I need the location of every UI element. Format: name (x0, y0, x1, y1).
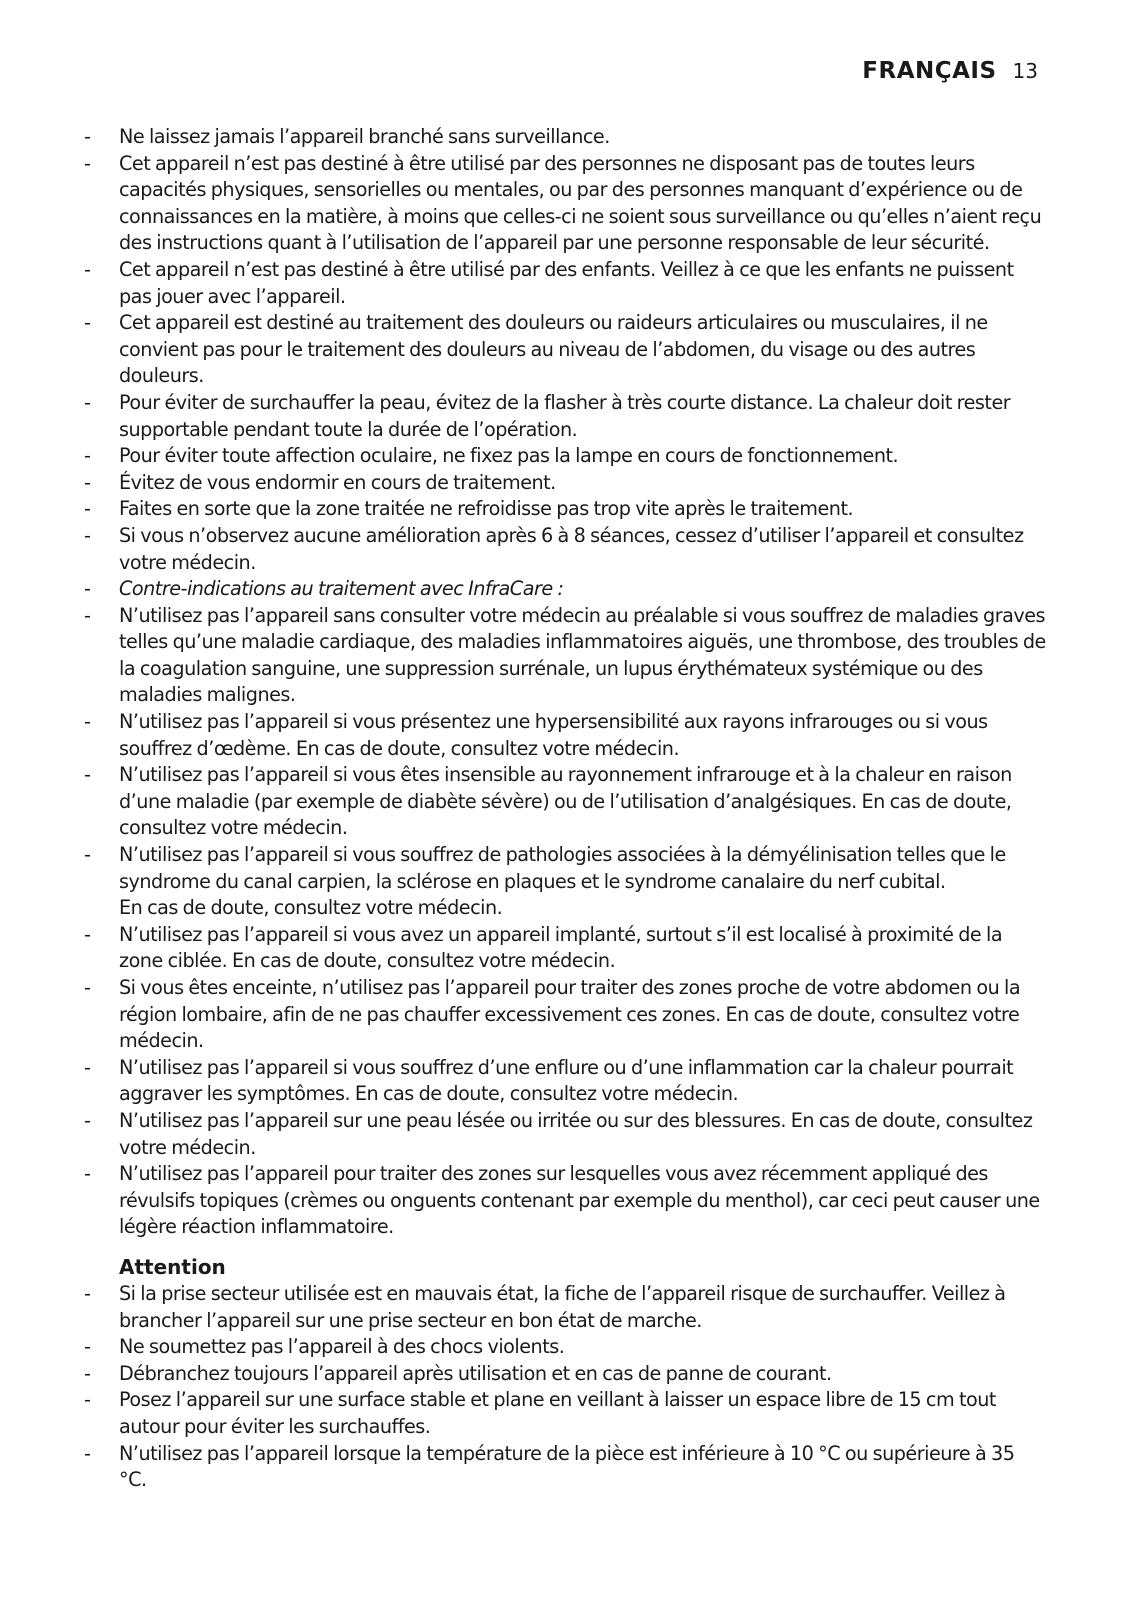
list-item-text: N’utilisez pas l’appareil si vous êtes insensible au rayonnement infrarouge et à la chaleur en raison d’une maladie (par exemple de diabète sévère) ou de l’utilisation d’analgésiques. En cas de doute, consultez votre médecin. (119, 763, 1012, 840)
bullet-dash: - (84, 1335, 91, 1359)
bullet-dash: - (84, 311, 91, 335)
bullet-dash: - (84, 922, 91, 946)
bullet-dash: - (84, 1441, 91, 1465)
list-item-text: Faites en sorte que la zone traitée ne refroidisse pas trop vite après le traitement. (119, 497, 854, 521)
list-item (84, 151, 1046, 257)
list-item-text: Cet appareil n’est pas destiné à être utilisé par des personnes ne disposant pas de toutes leurs capacités physiques, sensorielles ou mentales, ou par des personnes manquant d’expérience ou de connaissances en la matière, à moins que celles-ci ne soient sous surveillance ou qu’elles n’aient reçu des instructions quant à l’utilisation de l’appareil par une personne responsable de leur sécurité. (119, 151, 1042, 255)
bullet-dash: - (84, 603, 91, 627)
list-item (84, 762, 1046, 842)
bullet-dash: - (84, 523, 91, 547)
list-item (84, 496, 1046, 523)
bullet-dash: - (84, 151, 91, 175)
bullet-dash: - (84, 125, 91, 148)
attention-list (84, 1281, 1046, 1494)
list-item-text: Pour éviter de surchauffer la peau, évitez de la flasher à très courte distance. La chaleur doit rester supportable pendant toute la durée de l’opération. (119, 390, 1011, 441)
list-item-text: Posez l’appareil sur une surface stable et plane en veillant à laisser un espace libre de 15 cm tout autour pour éviter les surchauffes. (119, 1388, 996, 1438)
bullet-dash: - (84, 1055, 91, 1079)
list-item-text: Ne laissez jamais l’appareil branché sans surveillance. (119, 125, 610, 148)
bullet-dash: - (84, 1388, 91, 1412)
list-item-text: N’utilisez pas l’appareil sans consulter votre médecin au préalable si vous souffrez de maladies graves telles qu’une maladie cardiaque, des maladies inflammatoires aiguës, une thrombose, des troubles de la coagulation sanguine, une suppression surrénale, un lupus érythémateux systémique ou des maladies malignes. (119, 603, 1046, 707)
list-item (84, 257, 1046, 310)
list-item (84, 922, 1046, 975)
page-number: 13 (1012, 59, 1038, 83)
list-item-text: Si vous êtes enceinte, n’utilisez pas l’appareil pour traiter des zones proche de votre abdomen ou la région lombaire, afin de ne pas chauffer excessivement ces zones. En cas de doute, consultez votre médecin. (119, 976, 1021, 1053)
bullet-dash: - (84, 1281, 91, 1305)
bullet-dash: - (84, 763, 91, 787)
bullet-dash: - (84, 257, 91, 281)
list-item (84, 1387, 1046, 1440)
bullet-dash: - (84, 577, 91, 601)
list-item (84, 390, 1046, 443)
list-item (84, 1361, 1046, 1388)
list-item (84, 1441, 1046, 1494)
list-item (84, 1055, 1046, 1108)
list-item (84, 842, 1046, 922)
list-item (84, 1334, 1046, 1361)
list-item (84, 310, 1046, 390)
bullet-dash: - (84, 390, 91, 414)
list-item (84, 1108, 1046, 1161)
list-item (84, 709, 1046, 762)
list-item-text: N’utilisez pas l’appareil sur une peau lésée ou irritée ou sur des blessures. En cas de doute, consultez votre médecin. (119, 1108, 1033, 1159)
list-item (84, 443, 1046, 470)
list-item (84, 975, 1046, 1055)
list-item-text: N’utilisez pas l’appareil lorsque la température de la pièce est inférieure à 10 °C ou supérieure à 35 °C. (119, 1441, 1015, 1492)
list-item (84, 1281, 1046, 1334)
list-item-text: Si vous n’observez aucune amélioration après 6 à 8 séances, cessez d’utiliser l’appareil et consultez votre médecin. (119, 523, 1024, 574)
bullet-dash: - (84, 1361, 91, 1385)
list-item-text: Cet appareil n’est pas destiné à être utilisé par des enfants. Veillez à ce que les enfants ne puissent pas jouer avec l’appareil. (119, 257, 1014, 308)
list-item (84, 124, 1046, 151)
contraindications-heading (84, 576, 1046, 603)
list-item (84, 523, 1046, 576)
bullet-dash: - (84, 843, 91, 867)
list-item-text: Ne soumettez pas l’appareil à des chocs violents. (119, 1335, 565, 1359)
list-item-text: Si la prise secteur utilisée est en mauvais état, la fiche de l’appareil risque de surchauffer. Veillez à brancher l’appareil sur une prise secteur en bon état de marche. (119, 1281, 1006, 1332)
list-item-text: Contre-indications au traitement avec InfraCare : (119, 577, 564, 601)
list-item (84, 1161, 1046, 1241)
bullet-dash: - (84, 444, 91, 468)
bullet-dash: - (84, 1162, 91, 1186)
bullet-dash: - (84, 497, 91, 521)
bullet-dash: - (84, 1108, 91, 1132)
list-item-text: Débranchez toujours l’appareil après utilisation et en cas de panne de courant. (119, 1361, 832, 1385)
list-item-text: Cet appareil est destiné au traitement des douleurs ou raideurs articulaires ou musculaires, il ne convient pas pour le traitement des douleurs au niveau de l’abdomen, du visage ou des autres douleurs. (119, 311, 988, 388)
language-label: FRANÇAIS (862, 58, 997, 84)
page-header (862, 58, 1038, 84)
attention-heading: Attention (119, 1254, 226, 1279)
list-item-text: N’utilisez pas l’appareil si vous avez un appareil implanté, surtout s’il est localisé à proximité de la zone ciblée. En cas de doute, consultez votre médecin. (119, 922, 1003, 973)
bullet-dash: - (84, 710, 91, 734)
list-item (84, 470, 1046, 497)
list-item-text: Pour éviter toute affection oculaire, ne fixez pas la lampe en cours de fonctionnement. (119, 444, 899, 468)
page-content (84, 124, 1046, 1494)
list-item-text: Évitez de vous endormir en cours de traitement. (119, 470, 556, 494)
list-item-text: N’utilisez pas l’appareil si vous souffrez de pathologies associées à la démyélinisation telles que le syndrome du canal carpien, la sclérose en plaques et le syndrome canalaire du nerf cubital. En cas de doute, consultez votre médecin. (119, 843, 1006, 920)
bullet-dash: - (84, 976, 91, 999)
list-item (84, 603, 1046, 709)
list-item-text: N’utilisez pas l’appareil si vous présentez une hypersensibilité aux rayons infrarouges ou si vous souffrez d’œdème. En cas de doute, consultez votre médecin. (119, 710, 988, 760)
warnings-list (84, 124, 1046, 1241)
list-item-text: N’utilisez pas l’appareil pour traiter des zones sur lesquelles vous avez récemment appliqué des révulsifs topiques (crèmes ou onguents contenant par exemple du menthol), car ceci peut causer une légère réaction inflammatoire. (119, 1162, 1040, 1239)
bullet-dash: - (84, 470, 91, 494)
list-item-text: N’utilisez pas l’appareil si vous souffrez d’une enflure ou d’une inflammation car la chaleur pourrait aggraver les symptômes. En cas de doute, consultez votre médecin. (119, 1055, 1014, 1106)
